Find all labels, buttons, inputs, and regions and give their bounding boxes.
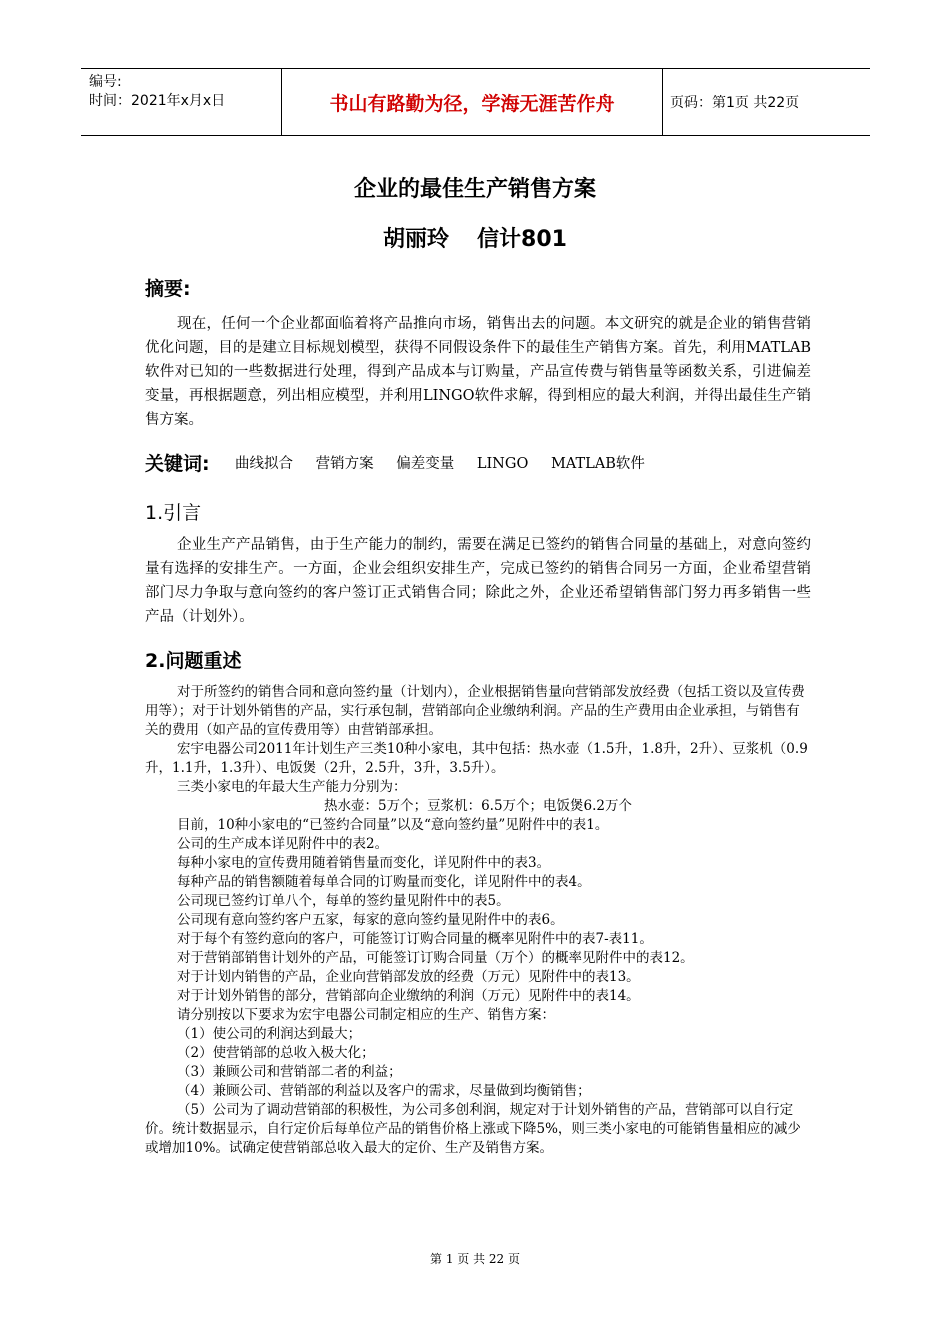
paragraph: 请分别按以下要求为宏宇电器公司制定相应的生产、销售方案： [177, 1007, 555, 1023]
paragraph: 对于计划外销售的部分，营销部向企业缴纳的利润（万元）见附件中的表14。 [177, 988, 640, 1004]
paragraph: 热水壶：5万个；豆浆机：6.5万个；电饭煲6.2万个 [323, 798, 633, 814]
keyword: LINGO [476, 456, 529, 472]
abstract-heading: 摘要: [145, 278, 191, 300]
paragraph: 对于计划内销售的产品，企业向营销部发放的经费（万元）见附件中的表13。 [177, 969, 640, 985]
paragraph: 对于营销部销售计划外的产品，可能签订订购合同量（万个）的概率见附件中的表12。 [177, 950, 694, 966]
page-footer: 第 1 页 共 22 页 [430, 1252, 520, 1266]
header-meta [81, 69, 281, 135]
paragraph: 公司现已签约订单八个，每单的签约量见附件中的表5。 [177, 893, 510, 909]
paragraph: 对于所签约的销售合同和意向签约量（计划内），企业根据销售量向营销部发放经费（包括工资以及宣传费用等）；对于计划外销售的产品，实行承包制，营销部向企业缴纳利润。产品的生产费用由企业承担，与销售有关的费用（如产品的宣传费用等）由营销部承担。 [145, 684, 805, 738]
requirement-item: （2）使营销部的总收入极大化； [177, 1045, 375, 1061]
keyword: MATLAB软件 [550, 456, 645, 472]
section1-text: 企业生产产品销售，由于生产能力的制约，需要在满足已签约的销售合同量的基础上，对意向签约量有选择的安排生产。一方面，企业会组织安排生产，完成已签约的销售合同另一方面，企业希望营销部门尽力争取与意向签约的客户签订正式销售合同；除此之外，企业还希望销售部门努力再多销售一些产品（计划外）。 [145, 537, 811, 625]
paragraph: 每种产品的销售额随着每单合同的订购量而变化，详见附件中的表4。 [177, 874, 591, 890]
paragraph: 宏宇电器公司2011年计划生产三类10种小家电，其中包括：热水壶（1.5升，1.8升，2升）、豆浆机（0.9升，1.1升，1.3升）、电饭煲（2升，2.5升，3升，3.5升）。 [145, 741, 808, 776]
paragraph: 公司现有意向签约客户五家，每家的意向签约量见附件中的表6。 [177, 912, 564, 928]
paragraph: 每种小家电的宣传费用随着销售量而变化，详见附件中的表3。 [177, 855, 551, 871]
code-label: 编号: [89, 74, 122, 90]
page-header [81, 68, 870, 136]
header-page-info: 页码：第1页 共22页 [670, 95, 800, 111]
author-line [0, 222, 950, 253]
author-name: 胡丽玲 [383, 227, 450, 252]
paragraph: 对于每个有签约意向的客户，可能签订订购合同量的概率见附件中的表7-表11。 [177, 931, 653, 947]
document-title: 企业的最佳生产销售方案 [353, 177, 596, 202]
keyword: 偏差变量 [396, 456, 455, 472]
section2-heading: 2.问题重述 [145, 650, 242, 672]
section1-heading: 1.引言 [145, 502, 202, 524]
requirement-item: （4）兼顾公司、营销部的利益以及客户的需求，尽量做到均衡销售； [177, 1083, 591, 1099]
keyword: 曲线拟合 [235, 456, 293, 472]
keywords-heading: 关键词: [145, 453, 210, 475]
paragraph: 三类小家电的年最大生产能力分别为： [177, 779, 407, 795]
requirement-item: （5）公司为了调动营销部的积极性，为公司多创利润，规定对于计划外销售的产品，营销部可以自行定价。统计数据显示，自行定价后每单位产品的销售价格上涨或下降5%，则三类小家电的可能销售量相应的减少或增加10%。试确定使营销部总收入最大的定价、生产及销售方案。 [145, 1102, 801, 1156]
paragraph: 目前，10种小家电的“已签约合同量”以及“意向签约量”见附件中的表1。 [177, 817, 609, 833]
requirement-item: （3）兼顾公司和营销部二者的利益； [177, 1064, 402, 1080]
requirement-item: （1）使公司的利润达到最大； [177, 1026, 362, 1042]
abstract-text: 现在，任何一个企业都面临着将产品推向市场，销售出去的问题。本文研究的就是企业的销售营销优化问题，目的是建立目标规划模型，获得不同假设条件下的最佳生产销售方案。首先，利用MATLAB软件对已知的一些数据进行处理，得到产品成本与订购量，产品宣传费与销售量等函数关系，引进偏差变量，再根据题意，列出相应模型，并利用LINGO软件求解，得到相应的最大利润，并得出最佳生产销售方案。 [145, 316, 811, 428]
author-class: 信计801 [477, 227, 567, 252]
section2-body [145, 683, 811, 1158]
header-motto: 书山有路勤为径，学海无涯苦作舟 [281, 69, 663, 135]
time-label: 时间：2021年x月x日 [89, 93, 226, 109]
keyword: 营销方案 [315, 456, 374, 472]
paragraph: 公司的生产成本详见附件中的表2。 [177, 836, 389, 852]
keywords-list [235, 452, 663, 473]
